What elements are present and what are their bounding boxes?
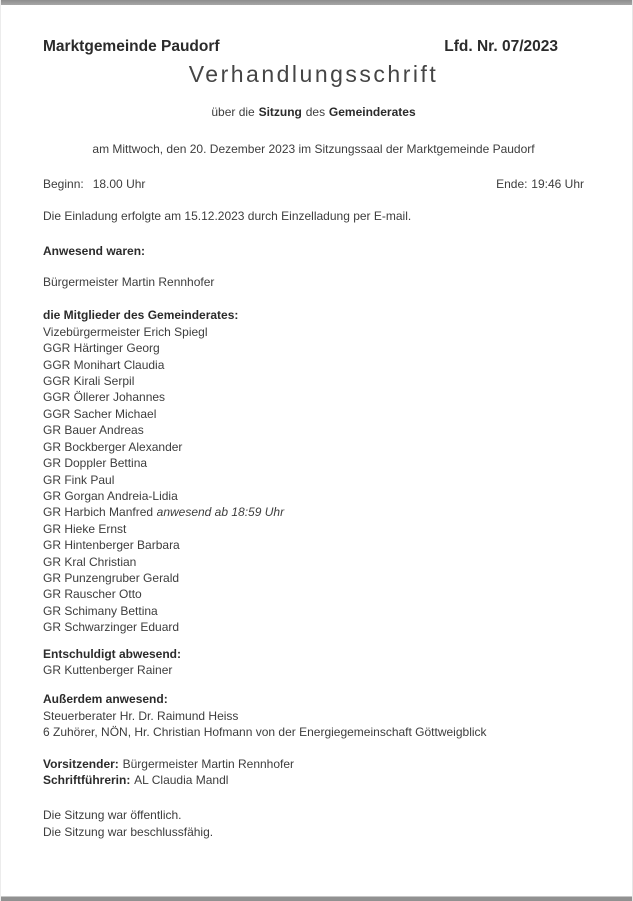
excused-heading: Entschuldigt abwesend: [43, 646, 182, 661]
member-row [43, 619, 584, 635]
document-content [1, 0, 632, 840]
member-row-text: GR Schwarzinger Eduard [43, 620, 180, 635]
also-present-row [43, 724, 584, 740]
also-present-row-text: 6 Zuhörer, NÖN, Hr. Christian Hofmann von der Energiegemeinschaft Göttweigblick [43, 725, 487, 740]
member-row [43, 472, 584, 488]
end-value: 19:46 Uhr [531, 176, 584, 191]
excused-section [43, 646, 584, 679]
also-present-section [43, 691, 584, 740]
member-row-text: GR Fink Paul [43, 472, 115, 487]
member-row [43, 422, 584, 438]
member-row [43, 586, 584, 602]
member-row [43, 324, 584, 340]
member-row [43, 340, 584, 356]
member-row-text: GR Hintenberger Barbara [43, 538, 180, 553]
chair-line [43, 756, 584, 772]
member-row [43, 406, 584, 422]
chair-label: Vorsitzender: [43, 756, 119, 771]
begin-time [43, 176, 145, 192]
subtitle-emphasis: Gemeinderates [328, 105, 416, 119]
session-times [43, 176, 584, 192]
member-row [43, 439, 584, 455]
reference-number: Lfd. Nr. 07/2023 [444, 38, 558, 55]
page-edge-bottom [1, 896, 632, 901]
members-list [43, 324, 584, 636]
mayor-line: Bürgermeister Martin Rennhofer [43, 275, 215, 290]
member-row [43, 554, 584, 570]
secretary-value: AL Claudia Mandl [134, 773, 229, 787]
end-label: Ende: [496, 176, 528, 191]
member-row [43, 455, 584, 471]
member-row-text: GR Doppler Bettina [43, 456, 148, 471]
also-present-list [43, 708, 584, 741]
member-row-text: GGR Sacher Michael [43, 406, 157, 421]
begin-value: 18.00 Uhr [92, 176, 146, 191]
closing-line-text: Die Sitzung war öffentlich. [43, 808, 182, 823]
member-row [43, 488, 584, 504]
closing-line-text: Die Sitzung war beschlussfähig. [43, 824, 214, 839]
member-row-note: anwesend ab 18:59 Uhr [156, 505, 285, 520]
also-present-row-text: Steuerberater Hr. Dr. Raimund Heiss [43, 708, 239, 723]
document-subtitle [43, 104, 584, 120]
member-row [43, 521, 584, 537]
members-heading: die Mitglieder des Gemeinderates: [43, 308, 239, 323]
member-row-text: GR Harbich Manfred [43, 505, 154, 520]
closing-section [43, 807, 584, 840]
member-row [43, 603, 584, 619]
member-row-text: GGR Öllerer Johannes [43, 390, 166, 405]
member-row-text: GR Punzengruber Gerald [43, 570, 180, 585]
member-row [43, 537, 584, 553]
member-row [43, 373, 584, 389]
subtitle-text: des [305, 105, 326, 119]
member-row-text: GGR Härtinger Georg [43, 341, 160, 356]
member-row [43, 570, 584, 586]
begin-label: Beginn: [43, 176, 84, 191]
session-info-line: am Mittwoch, den 20. Dezember 2023 im Sitzungssaal der Marktgemeinde Paudorf [92, 142, 535, 157]
page-edge-top [1, 0, 632, 5]
member-row [43, 357, 584, 373]
member-row-text: Vizebürgermeister Erich Spiegl [43, 324, 208, 339]
document-title: Verhandlungsschrift [188, 61, 439, 87]
subtitle-text: über die [211, 105, 255, 119]
excused-list [43, 662, 584, 678]
member-row-text: GR Hieke Ernst [43, 521, 127, 536]
secretary-line [43, 772, 584, 788]
member-row-text: GR Rauscher Otto [43, 587, 142, 602]
member-row [43, 389, 584, 405]
member-row [43, 504, 584, 520]
member-row-text: GGR Monihart Claudia [43, 357, 165, 372]
document-header [43, 37, 584, 56]
also-present-row [43, 708, 584, 724]
also-present-heading: Außerdem anwesend: [43, 692, 168, 707]
member-row-text: GR Bockberger Alexander [43, 439, 183, 454]
secretary-label: Schriftführerin: [43, 773, 131, 787]
chair-value: Bürgermeister Martin Rennhofer [122, 756, 295, 771]
closing-line [43, 824, 584, 840]
member-row-text: GR Bauer Andreas [43, 423, 144, 438]
member-row-text: GR Schimany Bettina [43, 603, 158, 618]
end-time [496, 176, 584, 192]
municipality-name: Marktgemeinde Paudorf [43, 38, 220, 55]
member-row-text: GR Gorgan Andreia-Lidia [43, 488, 178, 503]
attendance-heading: Anwesend waren: [43, 243, 146, 258]
excused-row-text: GR Kuttenberger Rainer [43, 662, 173, 677]
member-row-text: GR Kral Christian [43, 554, 137, 569]
subtitle-emphasis: Sitzung [258, 105, 302, 119]
member-row-text: GGR Kirali Serpil [43, 374, 135, 389]
closing-line [43, 807, 584, 823]
invitation-line: Die Einladung erfolgte am 15.12.2023 durch Einzelladung per E-mail. [43, 209, 412, 224]
officials-section [43, 756, 584, 789]
excused-row [43, 662, 584, 678]
